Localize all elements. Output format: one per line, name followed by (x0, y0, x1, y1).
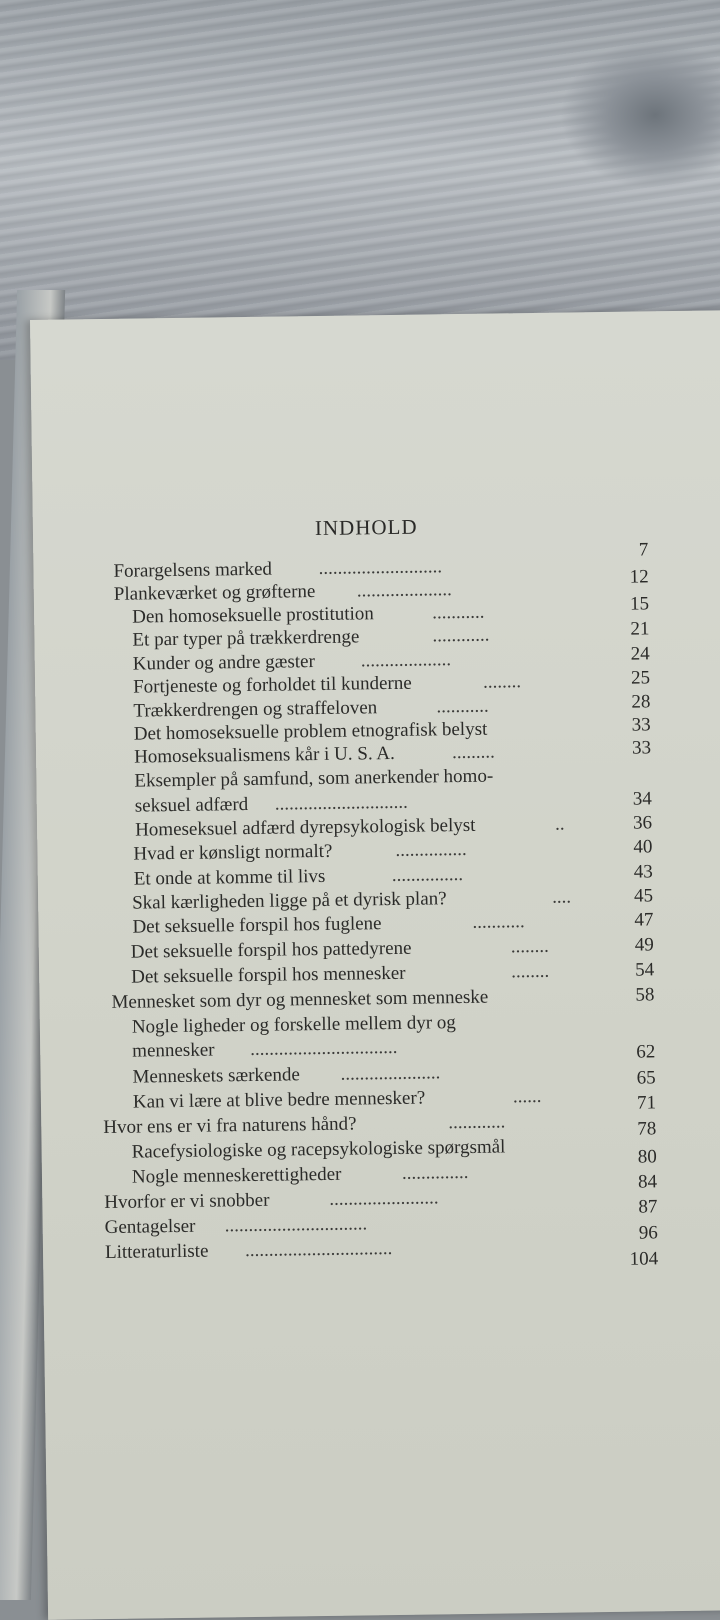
toc-entry-leader: ............................... (250, 1036, 398, 1060)
toc-entry-leader: ............................ (274, 791, 408, 815)
toc-entry-leader: ............... (391, 864, 464, 887)
toc-entry-page: 96 (638, 1222, 658, 1244)
toc-entry-page: 34 (632, 788, 652, 810)
toc-entry-page: 36 (632, 812, 653, 834)
toc-entry-page: 87 (638, 1196, 658, 1218)
toc-entry-page: 24 (630, 643, 650, 665)
toc-entry-leader: ............................... (244, 1238, 393, 1262)
toc-entry-text: Kunder og andre gæster (132, 651, 315, 675)
toc-entry-text: Hvorfor er vi snobber (104, 1189, 270, 1214)
toc-entry-text: Homoseksualismens kår i U. S. A. (133, 742, 395, 768)
toc-entry-text: Racefysiologiske og racepsykologiske spørgsmål (131, 1136, 506, 1163)
toc-entry-page: 40 (633, 836, 653, 858)
toc-entry-text: Det seksuelle forspil hos pattedyrene (130, 937, 412, 963)
toc-entry-text: Nogle ligheder og forskelle mellem dyr og (131, 1012, 456, 1038)
toc-entry-text: Skal kærligheden ligge på et dyrisk plan? (132, 888, 447, 914)
toc-entry-text: Det seksuelle forspil hos mennesker (131, 962, 406, 988)
toc-entry-text: Hvad er kønsligt normalt? (133, 840, 333, 865)
toc-entry-page: 33 (631, 714, 651, 736)
toc-entry-page: 49 (634, 934, 654, 956)
toc-entry-text: Et onde at komme til livs (133, 865, 326, 890)
toc-entry-leader: ........... (436, 695, 489, 718)
toc-entry-leader: ........ (482, 671, 522, 693)
toc-entry-page: 25 (630, 667, 651, 689)
toc-entry-leader: .................... (356, 579, 452, 602)
toc-entry-page: 104 (629, 1248, 659, 1270)
toc-entry-text: Forargelsens marked (113, 558, 273, 582)
toc-entry-leader: .... (551, 886, 572, 908)
toc-entry-leader: ..................... (340, 1062, 441, 1085)
toc-entry-leader: .............................. (224, 1213, 368, 1237)
toc-entry-page (601, 763, 651, 764)
toc-entry-text: Gentagelser (104, 1215, 196, 1239)
toc-entry-text: Kan vi lære at blive bedre mennesker? (132, 1087, 426, 1113)
toc-entry-page: 80 (637, 1146, 657, 1168)
wood-table-background (0, 0, 720, 360)
toc-entry-page: 78 (637, 1118, 657, 1140)
toc-entry-page: 15 (629, 593, 650, 615)
toc-entry-page: 84 (637, 1171, 658, 1193)
toc-entry-text: Nogle menneskerettigheder (131, 1163, 342, 1188)
toc-entry-leader: ........ (510, 935, 549, 958)
toc-entry-page (605, 1009, 655, 1010)
toc-entry-page: 7 (638, 539, 649, 561)
toc-entry-text: seksuel adfærd (134, 794, 249, 817)
toc-entry-text: Mennesket som dyr og mennesket som menneske (111, 986, 489, 1013)
toc-entry-text: Plankeværket og grøfterne (113, 581, 316, 605)
toc-entry-text: Trækkerdrengen og straffeloven (133, 697, 378, 722)
toc-entry-text: Fortjeneste og forholdet til kunderne (132, 672, 412, 698)
toc-entry-leader: ........... (472, 911, 525, 933)
toc-entry-page: 28 (631, 691, 651, 713)
toc-entry-page: 43 (633, 861, 653, 883)
toc-entry-page: 65 (636, 1067, 656, 1089)
toc-entry-leader: .......................... (318, 556, 443, 579)
toc-entry-text: Menneskets særkende (132, 1064, 300, 1088)
toc-entry-text: Det seksuelle forspil hos fuglene (132, 913, 382, 938)
toc-entry-leader: .............. (401, 1161, 469, 1184)
toc-entry-leader: ....................... (329, 1187, 439, 1210)
toc-entry-text: Et par typer på trækkerdrenge (132, 626, 360, 651)
book-page (30, 310, 720, 1620)
toc-entry-text: Eksempler på samfund, som anerkender homo- (134, 765, 494, 792)
toc-entry-text: Litteraturliste (104, 1240, 209, 1264)
toc-entry-leader: .. (554, 813, 565, 835)
toc-entry-leader: ......... (451, 741, 495, 764)
toc-entry-page: 21 (630, 618, 650, 640)
toc-entry-page: 12 (629, 566, 649, 588)
toc-entry-leader: ...... (512, 1085, 542, 1108)
toc-entry-leader: ........ (511, 960, 550, 983)
toc-entry-page: 54 (634, 959, 655, 981)
toc-entry-leader: ............... (395, 838, 467, 861)
toc-entry-page: 47 (634, 909, 654, 931)
toc-entry-page: 58 (635, 984, 655, 1006)
toc-entry-page: 71 (636, 1092, 657, 1114)
toc-entry-text: Hvor ens er vi fra naturens hånd? (103, 1113, 357, 1139)
toc-entry-leader: ............ (448, 1111, 506, 1134)
toc-entry-leader: ................... (360, 649, 452, 672)
toc-entry-leader: ............ (432, 624, 490, 647)
toc-title: INDHOLD (314, 514, 418, 541)
toc-entry-leader: ........... (431, 601, 485, 624)
toc-entry-text: Den homoseksuelle prostitution (132, 603, 374, 628)
toc-entry-text: mennesker (132, 1039, 215, 1062)
toc-entry-page: 33 (631, 737, 652, 759)
toc-entry-page: 62 (636, 1041, 656, 1063)
toc-entry-page: 45 (633, 885, 654, 907)
wood-knot (560, 40, 720, 190)
toc-entry-text: Homeseksuel adfærd dyrepsykologisk belyst (134, 814, 476, 841)
toc-entry-text: Det homoseksuelle problem etnografisk belyst (133, 718, 488, 745)
